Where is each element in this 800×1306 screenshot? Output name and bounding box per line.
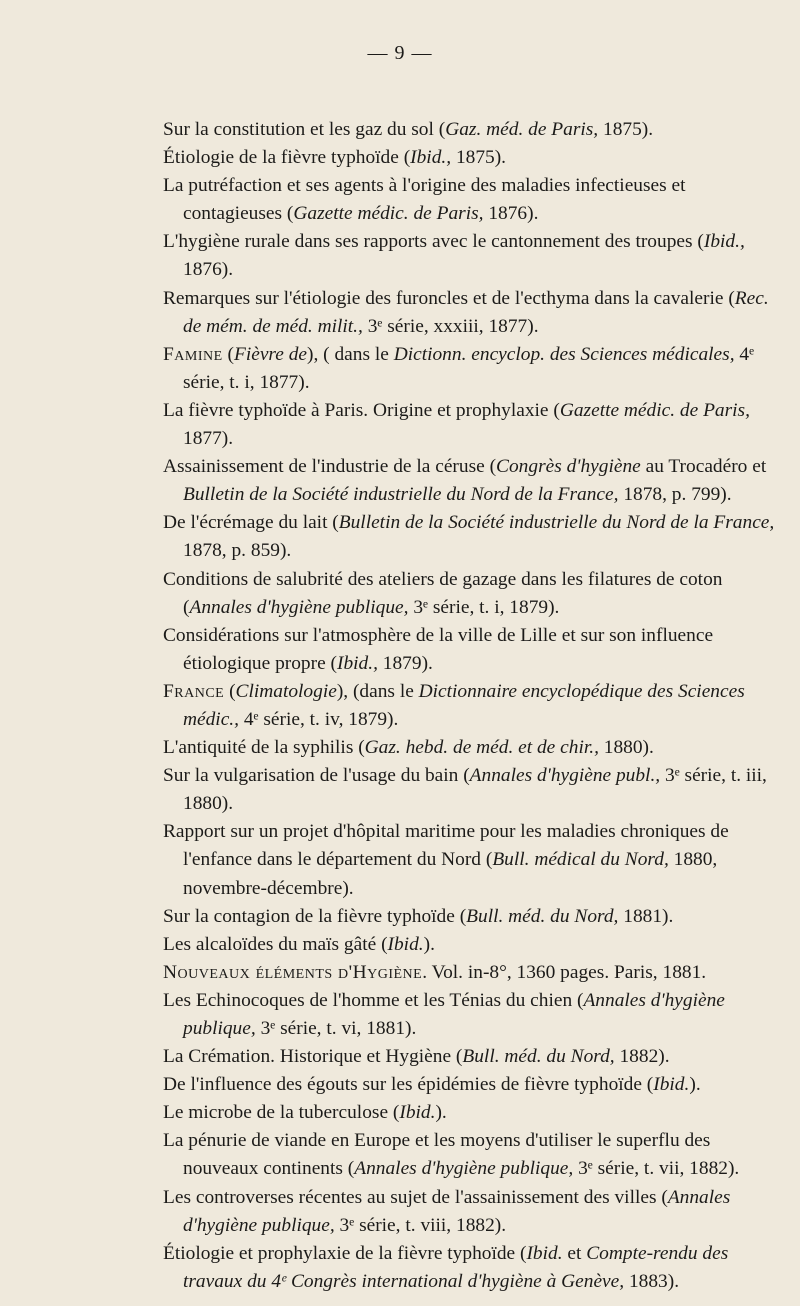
- entry-text: ).: [423, 933, 435, 955]
- entry-text: Les controverses récentes au sujet de l'assainissement des villes (: [163, 1186, 668, 1208]
- journal-title: Ibid.,: [703, 231, 745, 253]
- bibliography-entry: [163, 818, 780, 902]
- entry-text: 3ᵉ série, t. iii, 1880).: [183, 765, 767, 815]
- bibliography-entry: [163, 285, 780, 341]
- bibliography-entry: [163, 1184, 780, 1240]
- journal-title: Gazette médic. de Paris,: [559, 399, 750, 421]
- entry-text: Le microbe de la tuberculose (: [163, 1102, 400, 1124]
- entry-text: ).: [435, 1102, 447, 1124]
- entry-text: La putréfaction et ses agents à l'origine des maladies infectieuses et contagieuses (: [163, 175, 686, 225]
- entry-text: ).: [689, 1074, 701, 1096]
- bibliography-entry: [163, 1099, 780, 1127]
- entry-text: 1880).: [598, 737, 654, 759]
- journal-title: Ibid.,: [410, 147, 452, 169]
- journal-title: Bull. méd. du Nord,: [462, 1046, 615, 1068]
- bibliography-entry: [163, 453, 780, 509]
- entry-text: 1876).: [483, 203, 539, 225]
- journal-title: Compte-rendu des travaux du 4ᵉ Congrès international d'hygiène à Genève,: [183, 1242, 729, 1292]
- entry-text: Les alcaloïdes du maïs gâté (: [163, 933, 388, 955]
- journal-title: Climatologie: [235, 680, 337, 702]
- entry-text: 1880, novembre-décembre).: [183, 849, 718, 899]
- journal-title: Ibid.: [387, 933, 424, 955]
- entry-text: 1877).: [183, 428, 234, 450]
- entry-text: Sur la contagion de la fièvre typhoïde (: [163, 905, 467, 927]
- journal-title: Fièvre de: [233, 343, 308, 365]
- journal-title: Ibid.: [399, 1102, 436, 1124]
- bibliography-entry: [163, 762, 780, 818]
- entry-text: La fièvre typhoïde à Paris. Origine et prophylaxie (: [163, 399, 560, 421]
- bibliography-entry: [163, 987, 780, 1043]
- journal-title: Ibid.: [653, 1074, 690, 1096]
- bibliography-entry: [163, 116, 780, 144]
- entry-text: 3ᵉ série, xxxiii, 1877).: [362, 315, 539, 337]
- journal-title: Bull. méd. du Nord,: [466, 905, 619, 927]
- bibliography-entry: [163, 172, 780, 228]
- bibliography-entry: [163, 509, 780, 565]
- bibliography-entry: [163, 678, 780, 734]
- entry-text: (: [222, 343, 234, 365]
- entry-text: 3ᵉ série, t. i, 1879).: [408, 596, 560, 618]
- journal-title: Annales d'hygiène publ.,: [469, 765, 661, 787]
- journal-title: Annales d'hygiène publique,: [354, 1158, 574, 1180]
- bibliography-entry: [163, 228, 780, 284]
- entry-text: 1883).: [624, 1270, 680, 1292]
- entry-text: Étiologie de la fièvre typhoïde (: [163, 147, 411, 169]
- entry-text: L'hygiène rurale dans ses rapports avec le cantonnement des troupes (: [163, 231, 704, 253]
- bibliography-entry: [163, 622, 780, 678]
- entry-text: 3ᵉ série, t. vii, 1882).: [573, 1158, 740, 1180]
- bibliography-entry: [163, 144, 780, 172]
- entry-text: et: [562, 1242, 587, 1264]
- entry-text: Conditions de salubrité des ateliers de gazage dans les filatures de coton (: [163, 568, 723, 618]
- entry-text: Sur la vulgarisation de l'usage du bain (: [163, 765, 470, 787]
- entry-text: 1881).: [618, 905, 674, 927]
- bibliography-entry: [163, 1127, 780, 1183]
- journal-title: Dictionn. encyclop. des Sciences médicales,: [393, 343, 735, 365]
- bibliography-entry: [163, 959, 780, 987]
- journal-title: Ibid.: [526, 1242, 563, 1264]
- journal-title: Rec. de mém. de méd. milit.,: [183, 287, 769, 337]
- journal-title: Annales d'hygiène publique,: [189, 596, 409, 618]
- journal-title: Gaz. hebd. de méd. et de chir.,: [364, 737, 599, 759]
- entry-text: La Crémation. Historique et Hygiène (: [163, 1046, 463, 1068]
- entry-heading: France: [163, 680, 225, 702]
- entry-text: 1875).: [451, 147, 507, 169]
- bibliography-entry: [163, 903, 780, 931]
- bibliography-entry: [163, 397, 780, 453]
- page-number: — 9 —: [367, 42, 433, 64]
- entry-text: Remarques sur l'étiologie des furoncles et de l'ecthyma dans la cavalerie (: [163, 287, 735, 309]
- entry-text: Rapport sur un projet d'hôpital maritime pour les maladies chroniques de l'enfance dans le département du Nord (: [163, 821, 729, 871]
- journal-title: Ibid.,: [337, 652, 378, 674]
- entry-text: 3ᵉ série, t. viii, 1882).: [334, 1214, 507, 1236]
- entry-text: 3ᵉ série, t. vi, 1881).: [255, 1018, 417, 1039]
- bibliography-entry: [163, 931, 780, 959]
- bibliography-entry: [163, 734, 780, 762]
- journal-title: Bull. médical du Nord,: [492, 849, 669, 871]
- entry-text: au Trocadéro et: [640, 456, 767, 478]
- entry-text: 4ᵉ série, t. i, 1877).: [183, 343, 755, 393]
- entry-text: 1879).: [377, 652, 433, 674]
- bibliography-entry: [163, 1071, 780, 1099]
- bibliography-entry: [163, 566, 780, 622]
- entry-text: Considérations sur l'atmosphère de la ville de Lille et sur son influence étiologique propre (: [163, 624, 714, 674]
- bibliography-list: [163, 116, 780, 1296]
- entry-text: La pénurie de viande en Europe et les moyens d'utiliser le superflu des nouveaux continents (: [163, 1130, 711, 1180]
- journal-title: Bulletin de la Société industrielle du Nord de la France,: [183, 484, 619, 506]
- bibliography-entry: [163, 341, 780, 397]
- entry-heading: Nouveaux éléments d'Hygiène: [163, 961, 423, 983]
- bibliography-entry: [163, 1043, 780, 1071]
- journal-title: Gaz. méd. de Paris,: [445, 119, 599, 140]
- journal-title: Bulletin de la Société industrielle du Nord de la France,: [338, 512, 775, 534]
- entry-text: 1882).: [614, 1046, 670, 1068]
- entry-text: 1876).: [183, 259, 234, 281]
- entry-text: 4ᵉ série, t. iv, 1879).: [239, 708, 399, 730]
- journal-title: Annales d'hygiène publique,: [183, 1186, 731, 1236]
- entry-text: ), ( dans le: [307, 343, 394, 365]
- journal-title: Congrès d'hygiène: [496, 456, 641, 478]
- entry-text: Étiologie et prophylaxie de la fièvre typhoïde (: [163, 1242, 527, 1264]
- journal-title: Gazette médic. de Paris,: [293, 203, 484, 225]
- journal-title: Annales d'hygiène publique,: [183, 989, 725, 1039]
- entry-text: Les Echinocoques de l'homme et les Ténias du chien (: [163, 989, 584, 1011]
- entry-text: 1875).: [598, 119, 654, 140]
- entry-text: De l'écrémage du lait (: [163, 512, 339, 534]
- journal-title: Dictionnaire encyclopédique des Sciences médic.,: [183, 680, 745, 730]
- entry-text: ), (dans le: [336, 680, 419, 702]
- entry-text: . Vol. in-8°, 1360 pages. Paris, 1881.: [422, 961, 707, 983]
- entry-text: L'antiquité de la syphilis (: [163, 737, 365, 759]
- bibliography-entry: [163, 1240, 780, 1296]
- entry-text: (: [224, 680, 236, 702]
- entry-text: Sur la constitution et les gaz du sol (: [163, 119, 446, 140]
- entry-text: De l'influence des égouts sur les épidémies de fièvre typhoïde (: [163, 1074, 654, 1096]
- entry-text: 1878, p. 859).: [183, 540, 292, 562]
- entry-heading: Famine: [163, 343, 223, 365]
- entry-text: 1878, p. 799).: [618, 484, 732, 506]
- entry-text: Assainissement de l'industrie de la céruse (: [163, 456, 497, 478]
